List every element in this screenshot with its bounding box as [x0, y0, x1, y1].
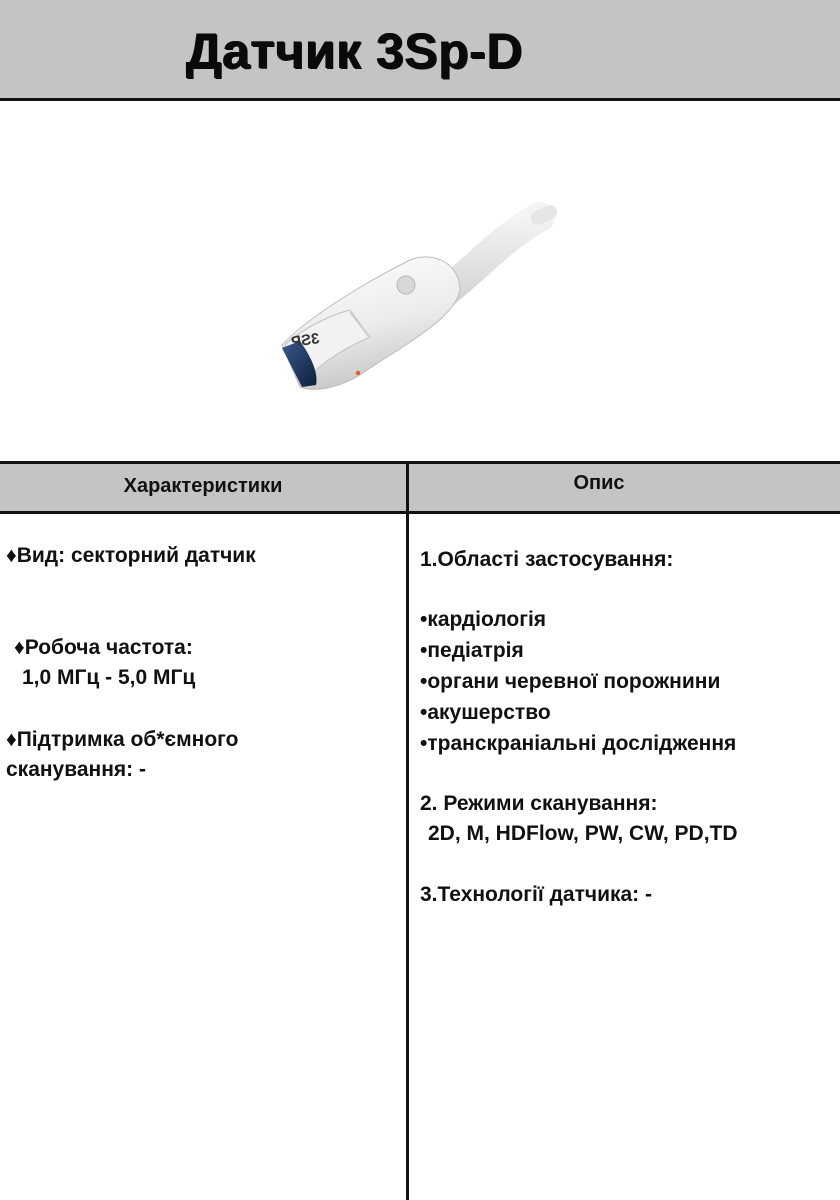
modes-value: 2D, M, HDFlow, PW, CW, PD,TD [428, 822, 738, 845]
column-divider [406, 461, 409, 1200]
spec-volume-line2: сканування: - [6, 758, 146, 781]
spec-type: ♦Вид: секторний датчик [6, 544, 256, 567]
modes-title: 2. Режими сканування: [420, 792, 658, 815]
application-item: •органи черевної порожнини [420, 670, 721, 693]
applications-title: 1.Області застосування: [420, 548, 674, 571]
page-title: Датчик 3Sp-D [186, 23, 524, 79]
application-item: •акушерство [420, 701, 551, 724]
spec-volume-line1: ♦Підтримка об*ємного [6, 728, 239, 751]
spec-frequency-value: 1,0 МГц - 5,0 МГц [22, 666, 196, 689]
probe-label: 3SP [290, 330, 321, 351]
header-bar [0, 0, 840, 101]
application-item: •педіатрія [420, 639, 524, 662]
header-description: Опис [573, 472, 625, 494]
technologies: 3.Технології датчика: - [420, 883, 652, 906]
probe-image [220, 105, 620, 455]
header-characteristics: Характеристики [123, 475, 283, 497]
application-item: •транскраніальні дослідження [420, 732, 737, 755]
application-item: •кардіологія [420, 608, 547, 631]
ge-logo-icon [397, 276, 415, 294]
spec-frequency-label: ♦Робоча частота: [14, 636, 193, 659]
